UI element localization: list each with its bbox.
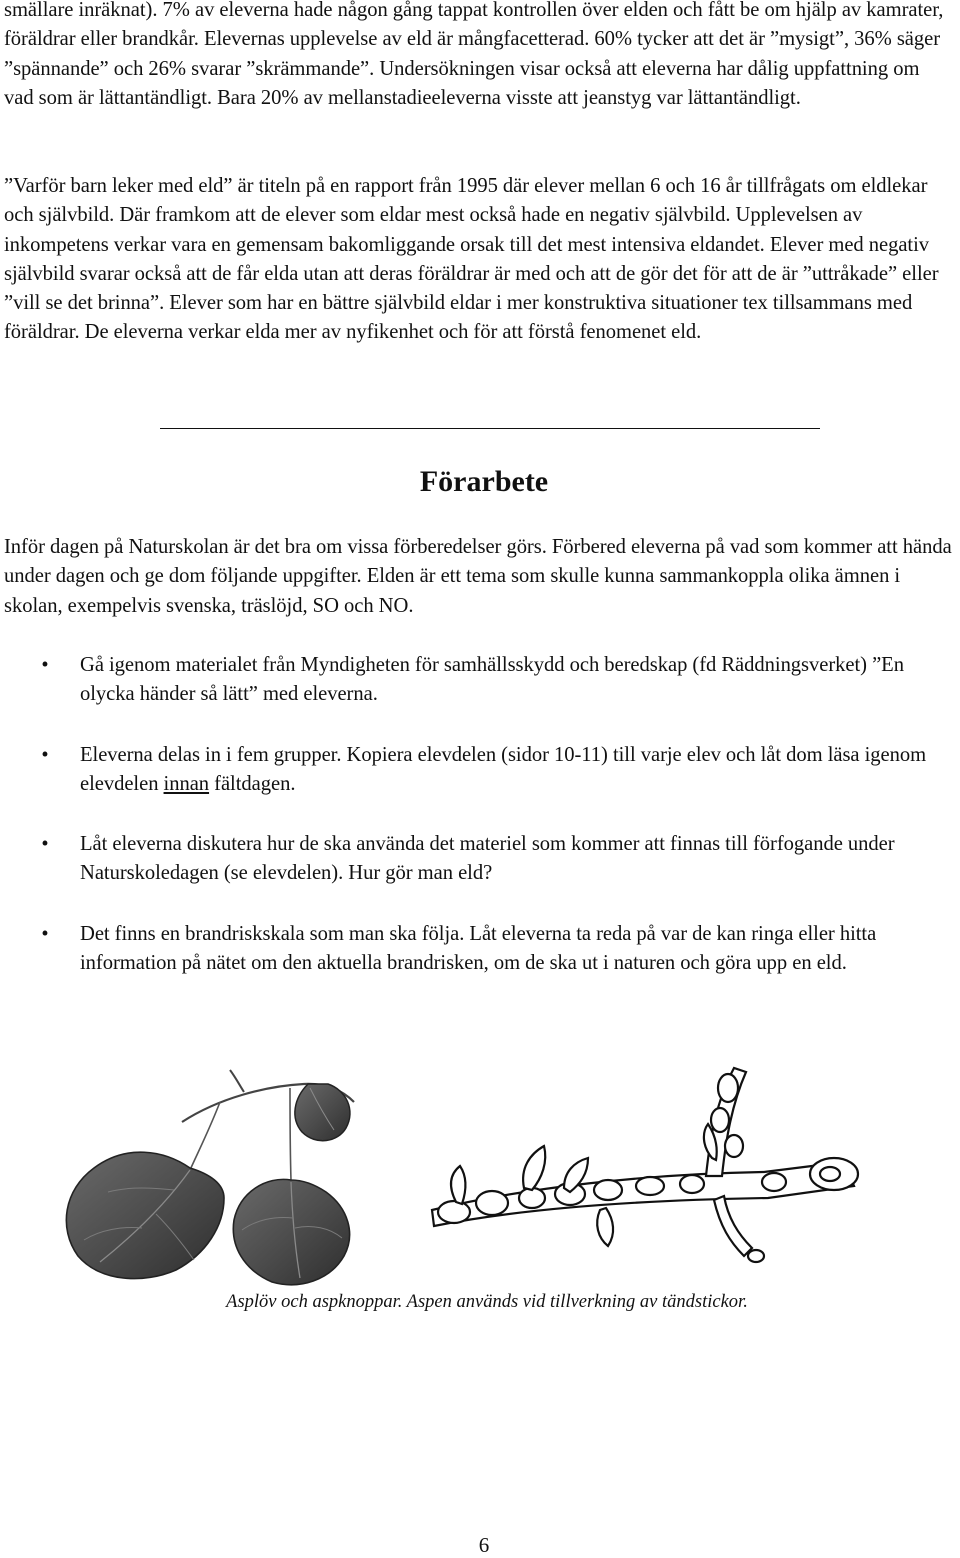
section-intro-paragraph: Inför dagen på Naturskolan är det bra om vissa förberedelser görs. Förbered eleverna på vad som kommer att hända under dagen och ge dom följande uppgifter. Elden är ett tema som skulle kunna sammankoppla olika ämnen i skolan, exempelvis svenska, träslöjd, SO och NO. [4, 536, 952, 617]
task-item-2 [4, 741, 954, 800]
task-text-before: Eleverna delas in i fem grupper. Kopiera elevdelen (sidor 10-11) till varje elev och låt dom läsa igenom elevdelen [80, 743, 927, 795]
task-item-3 [4, 830, 954, 889]
section-heading: Förarbete [419, 465, 549, 498]
task-item-4 [4, 920, 954, 979]
page-number: 6 [478, 1533, 490, 1557]
task-text: Gå igenom materialet från Myndigheten för samhällsskydd och beredskap (fd Räddningsverket) ”En olycka händer så lätt” med eleverna. [80, 654, 904, 706]
task-text-after: fältdagen. [209, 772, 296, 795]
task-list [4, 651, 954, 1009]
bullet-icon: • [41, 654, 49, 676]
intro-paragraph-1: smällare inräknat). 7% av eleverna hade någon gång tappat kontrollen över elden och fått be om hjälp av kamrater, föräldrar eller brandkår. Elevernas upplevelse av eld är mångfacetterad. 60% tycker att det är ”mysigt”, 36% säger ”spännande” och 26% svarar ”skrämmande”. Undersökningen visar också att eleverna har dålig uppfattning om vad som är lättantändligt. Bara 20% av mellanstadieeleverna visste att jeanstyg var lättantändligt. [4, 0, 944, 109]
bullet-icon: • [41, 833, 49, 856]
section-divider [160, 428, 820, 429]
task-text: Låt eleverna diskutera hur de ska använda det materiel som kommer att finnas till förfogande under Naturskoledagen (se elevdelen). Hur gör man eld? [80, 833, 895, 885]
document-page [4, 0, 956, 1557]
task-text: Det finns en brandriskskala som man ska följa. Låt eleverna ta reda på var de kan ringa eller hitta information på nätet om den aktuella brandrisken, om de ska ut i naturen och göra upp en eld. [80, 922, 877, 975]
bullet-icon: • [41, 922, 49, 945]
bullet-icon: • [41, 743, 49, 766]
aspen-illustration [4, 1058, 956, 1288]
intro-paragraph-2: ”Varför barn leker med eld” är titeln på en rapport från 1995 där elever mellan 6 och 16 år tillfrågats om eldlekar och självbild. Där framkom att de elever som eldar mest också hade en negativ självbild. Upplevelsen av inkompetens verkar vara en gemensam bakomliggande orsak till det mest intensiva eldandet. Elever med negativ självbild svarar också att de får elda utan att deras föräldrar är med och att de gör det för att de är ”uttråkade” eller ”vill se det brinna”. Elever som har en bättre självbild eldar i mer konstruktiva situationer tex tillsammans med föräldrar. De eleverna verkar elda mer av nyfikenhet och för att förstå fenomenet eld. [4, 175, 939, 344]
task-text-underlined: innan [163, 772, 210, 795]
aspen-buds-image [432, 1068, 858, 1262]
aspen-leaves-image [66, 1070, 354, 1285]
task-item-1 [4, 651, 954, 710]
figure-caption: Asplöv och aspknoppar. Aspen används vid tillverkning av tändstickor. [226, 1292, 748, 1312]
